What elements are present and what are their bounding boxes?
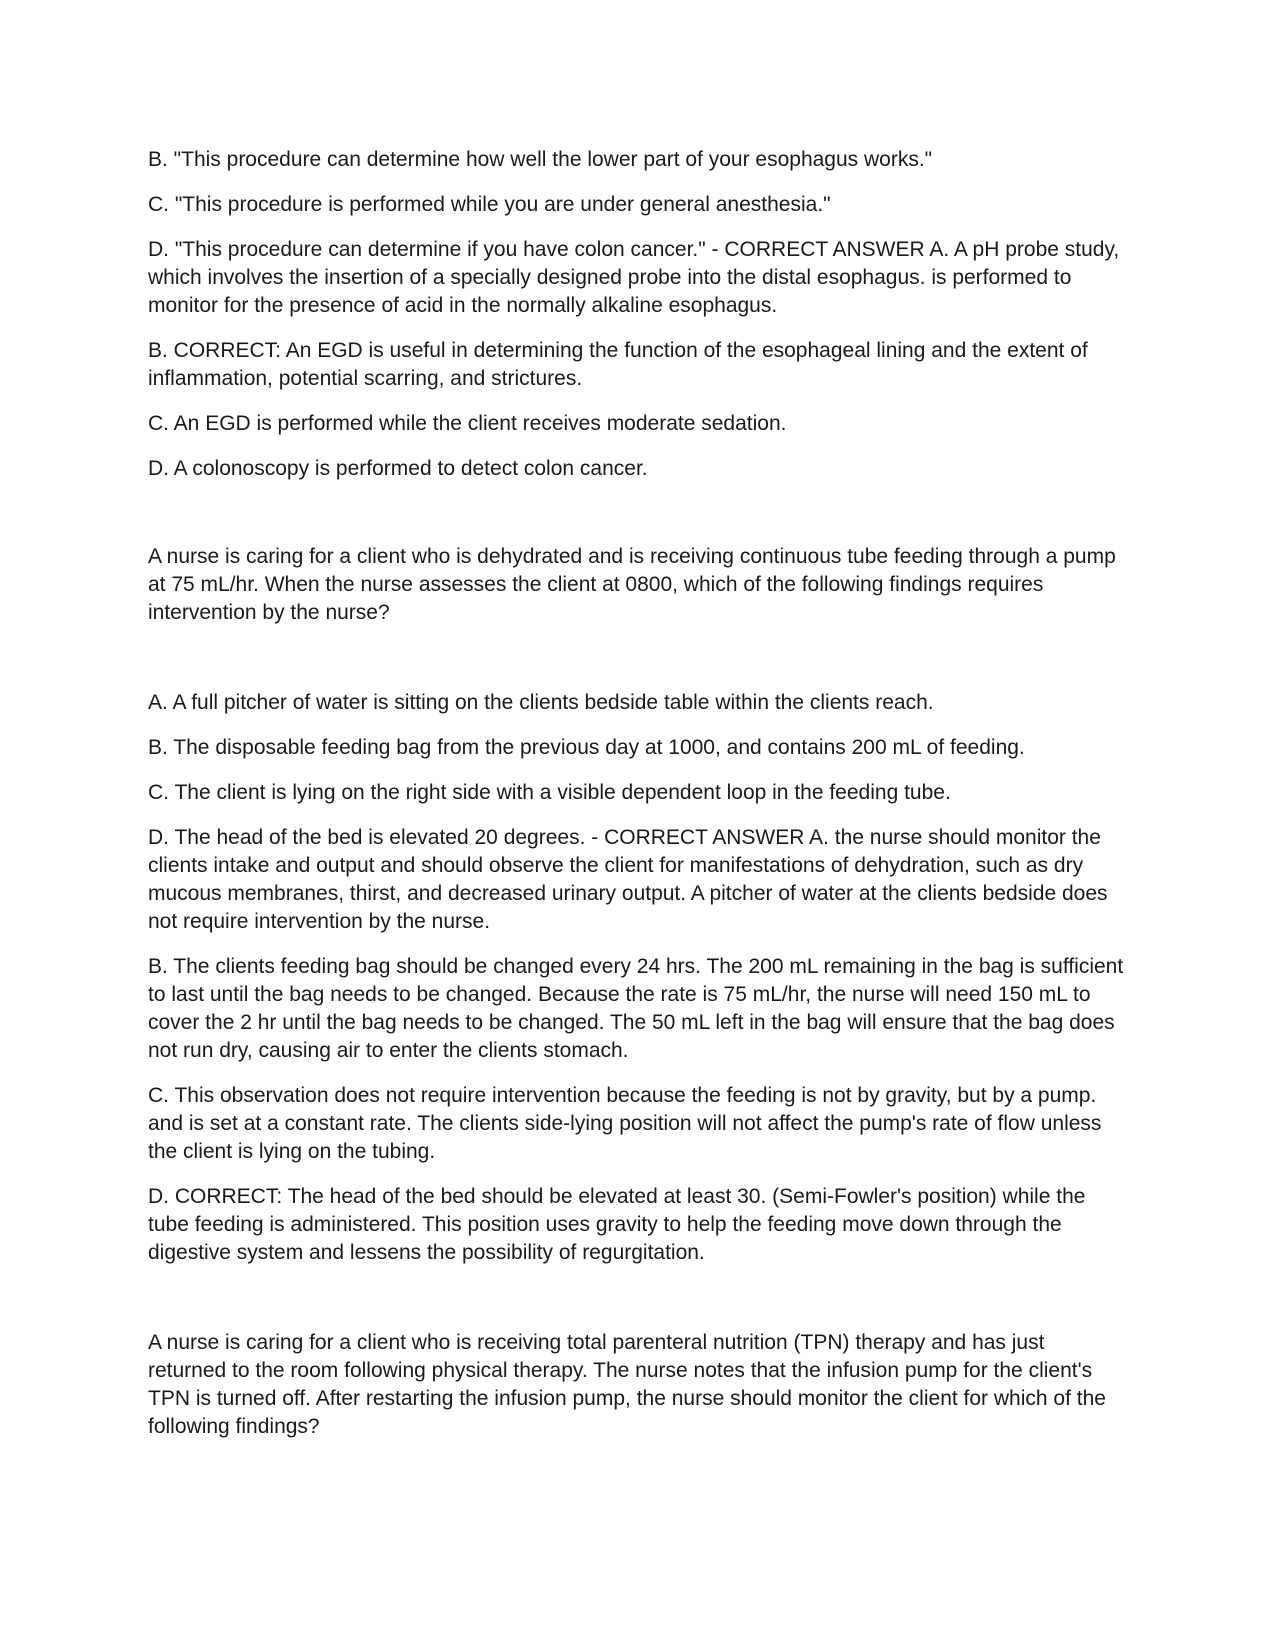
document-page	[148, 146, 1128, 1458]
question-tpn: A nurse is caring for a client who is receiving total parenteral nutrition (TPN) therapy and has just returned to the room following physical therapy. The nurse notes that the infusion pump for the client's TPN is turned off. After restarting the infusion pump, the nurse should monitor the client for which of the following findings?	[148, 1331, 1106, 1438]
rationale-c: C. This observation does not require intervention because the feeding is not by gravity, but by a pump. and is set at a constant rate. The clients side-lying position will not affect the pump's rate of flow unless the client is lying on the tubing.	[148, 1084, 1102, 1163]
answer-option-a: A. A full pitcher of water is sitting on the clients bedside table within the clients reach.	[148, 691, 934, 714]
answer-option-c: C. The client is lying on the right side with a visible dependent loop in the feeding tube.	[148, 781, 951, 804]
question-tube-feeding: A nurse is caring for a client who is dehydrated and is receiving continuous tube feeding through a pump at 75 mL/hr. When the nurse assesses the client at 0800, which of the following findings requires intervention by the nurse?	[148, 545, 1116, 624]
answer-option-b: B. The disposable feeding bag from the previous day at 1000, and contains 200 mL of feeding.	[148, 736, 1025, 759]
answer-option-b: B. "This procedure can determine how well the lower part of your esophagus works."	[148, 148, 933, 171]
spacer	[148, 644, 1128, 689]
spacer	[148, 1284, 1128, 1329]
spacer	[148, 500, 1128, 543]
rationale-b: B. The clients feeding bag should be changed every 24 hrs. The 200 mL remaining in the bag is sufficient to last until the bag needs to be changed. Because the rate is 75 mL/hr, the nurse will need 150 mL to cover the 2 hr until the bag needs to be changed. The 50 mL left in the bag will ensure that the bag does not run dry, causing air to enter the clients stomach.	[148, 955, 1124, 1062]
rationale-d: D. A colonoscopy is performed to detect colon cancer.	[148, 457, 648, 480]
answer-option-d-with-rationale: D. The head of the bed is elevated 20 degrees. - CORRECT ANSWER A. the nurse should monitor the clients intake and output and should observe the client for manifestations of dehydration, such as dry mucous membranes, thirst, and decreased urinary output. A pitcher of water at the clients bedside does not require intervention by the nurse.	[148, 826, 1108, 933]
rationale-d: D. CORRECT: The head of the bed should be elevated at least 30. (Semi-Fowler's position) while the tube feeding is administered. This position uses gravity to help the feeding move down through the digestive system and lessens the possibility of regurgitation.	[148, 1185, 1086, 1264]
answer-option-c: C. "This procedure is performed while you are under general anesthesia."	[148, 193, 831, 216]
rationale-b: B. CORRECT: An EGD is useful in determining the function of the esophageal lining and the extent of inflammation, potential scarring, and strictures.	[148, 339, 1088, 390]
answer-option-d-with-rationale: D. "This procedure can determine if you have colon cancer." - CORRECT ANSWER A. A pH probe study, which involves the insertion of a specially designed probe into the distal esophagus. is performed to monitor for the presence of acid in the normally alkaline esophagus.	[148, 238, 1120, 317]
rationale-c: C. An EGD is performed while the client receives moderate sedation.	[148, 412, 787, 435]
